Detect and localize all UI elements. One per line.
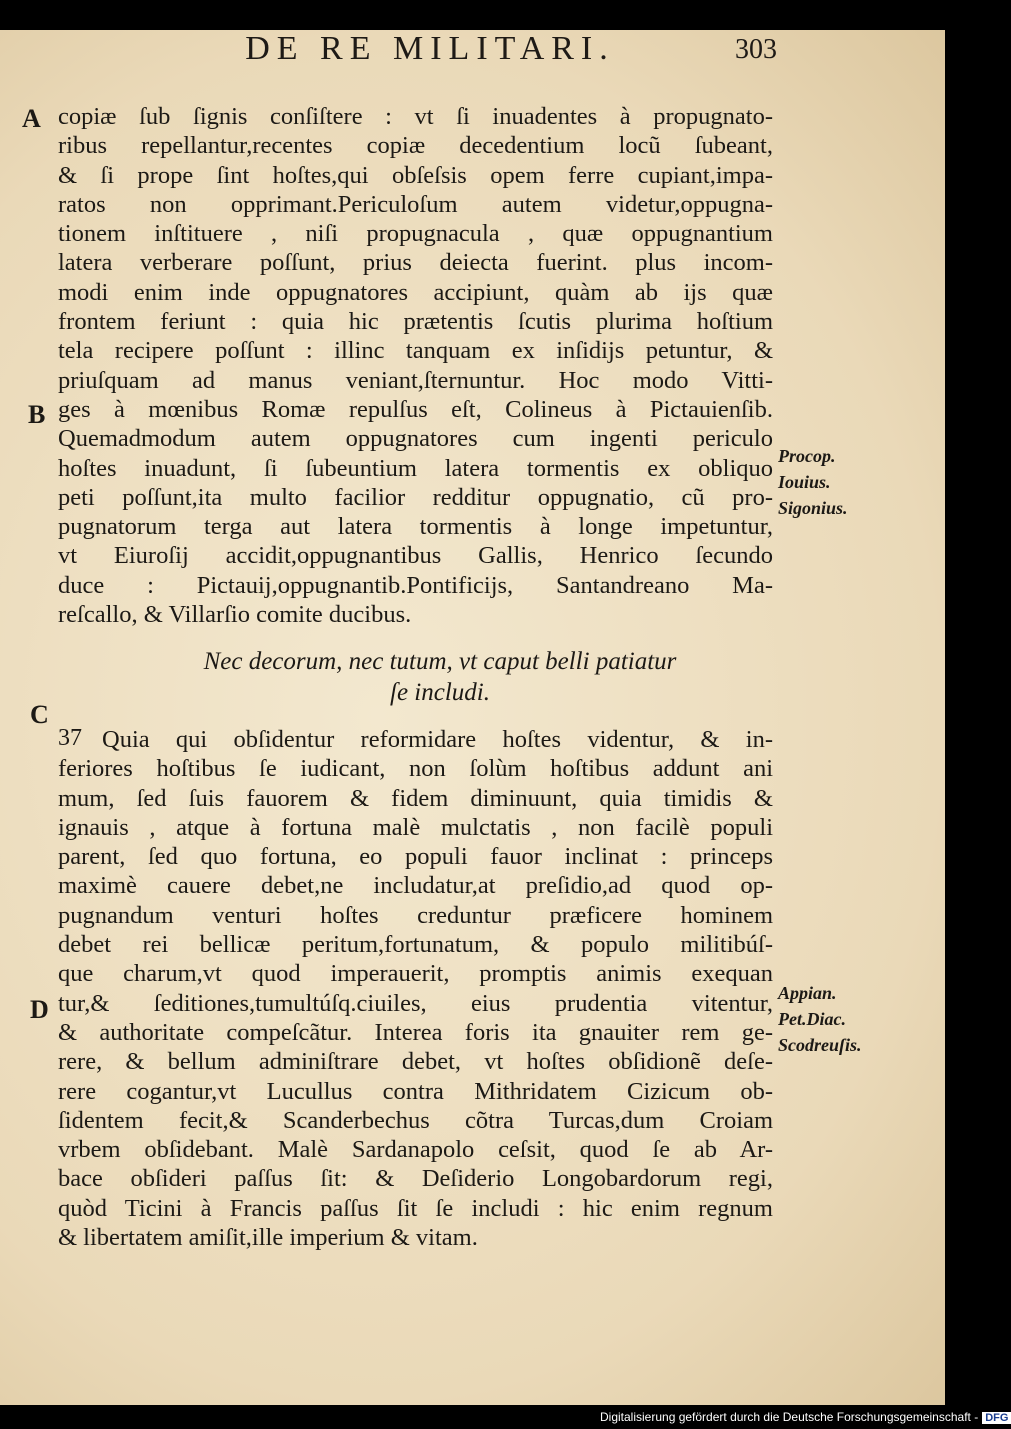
text-line: rere, & bellum adminiſtrare debet, vt hoſtes obſidionẽ deſe- [58,1048,773,1076]
text-line: tela recipere poſſunt : illinc tanquam ex inſidijs petuntur, & [58,337,773,365]
text-line: bace obſideri paſſus ſit: & Deſiderio Longobardorum regi, [58,1165,773,1193]
text-line: Quemadmodum autem oppugnatores cum ingenti periculo [58,425,773,453]
text-line: maximè cauere debet,ne includatur,at preſidio,ad quod op- [58,872,773,900]
text-line: que charum,vt quod imperauerit, promptis animis exequan [58,960,773,988]
text-line: Quia qui obſidentur reformidare hoſtes videntur, & in- [102,726,773,753]
dfg-logo: DFG [982,1412,1011,1424]
text-line: reſcallo, & Villarſio comite ducibus. [58,601,412,629]
margin-note-2 [778,980,862,1058]
text-line: pugnatorum terga aut latera tormentis à longe impetuntur, [58,513,773,541]
text-line: tur,& ſeditiones,tumultúſq.ciuiles, eius prudentia vitentur, [58,989,773,1017]
text-line: ges à mœnibus Romæ repulſus eſt, Colineus à Pictauienſib. [58,395,773,423]
funding-footer [600,1410,1011,1424]
margin-note-line: Procop. [778,446,836,466]
text-line: mum, ſed ſuis fauorem & fidem diminuunt, quia timidis & [58,784,773,812]
text-line: feriores hoſtibus ſe iudicant, non ſolùm hoſtibus addunt ani [58,755,773,783]
margin-note-line: Scodreuſis. [778,1035,862,1055]
margin-note-line: Pet.Diac. [778,1009,846,1029]
text-line: tionem inſtituere , niſi propugnacula , quæ oppugnantium [58,220,773,248]
text-line: ignauis , atque à fortuna malè mulctatis , non facilè populi [58,813,773,841]
margin-note-line: Appian. [778,983,837,1003]
section-heading [130,646,750,708]
text-line: vrbem obſidebant. Malè Sardanapolo ceſsit, quod ſe ab Ar- [58,1136,773,1164]
text-line: parent, ſed quo fortuna, eo populi fauor inclinat : princeps [58,843,773,871]
text-line: & authoritate compeſcãtur. Interea foris ita gnauiter rem ge- [58,1018,773,1046]
text-line: pugnandum venturi hoſtes creduntur præficere hominem [58,901,773,929]
text-line: ſidentem fecit,& Scanderbechus cõtra Turcas,dum Croiam [58,1106,773,1134]
text-line: & ſi prope ſint hoſtes,qui obſeſsis opem ferre cupiant,impa- [58,161,773,189]
section-mark-a: A [22,104,41,133]
funding-text: Digitalisierung gefördert durch die Deutsche Forschungsgemeinschaft - [600,1410,979,1424]
text-block-2 [58,725,773,1252]
text-line: ratos non opprimant.Periculoſum autem videtur,oppugna- [58,190,773,218]
text-line: ribus repellantur,recentes copiæ decedentium locũ ſubeant, [58,132,773,160]
text-line: latera verberare poſſunt, prius deiecta fuerint. plus incom- [58,249,773,277]
heading-line: ſe includi. [390,679,490,706]
text-line: debet rei bellicæ peritum,fortunatum, & populo militibúſ- [58,931,773,959]
heading-line: Nec decorum, nec tutum, vt caput belli patiatur [203,648,677,675]
text-line: duce : Pictauij,oppugnantib.Pontificijs, Santandreano Ma- [58,571,773,599]
text-line: peti poſſunt,ita multo facilior redditur oppugnatio, cũ pro- [58,483,773,511]
running-head: DE RE MILITARI. [245,30,615,67]
text-line: & libertatem amiſit,ille imperium & vitam. [58,1224,478,1252]
section-mark-d: D [30,995,49,1024]
text-line: modi enim inde oppugnatores accipiunt, quàm ab ijs quæ [58,278,773,306]
margin-note-line: Iouius. [778,472,831,492]
text-line: hoſtes inuadunt, ſi ſubeuntium latera tormentis ex obliquo [58,454,773,482]
paragraph-number: 37 [58,725,82,751]
section-mark-c: C [30,700,49,729]
text-line: frontem feriunt : quia hic prætentis ſcutis plurima hoſtium [58,308,773,336]
text-line: priuſquam ad manus veniant,ſternuntur. Hoc modo Vitti- [58,366,773,394]
text-line: quòd Ticini à Francis paſſus ſit ſe includi : hic enim regnum [58,1194,773,1222]
page-number: 303 [735,34,777,65]
text-line: vt Eiuroſij accidit,oppugnantibus Gallis, Henrico ſecundo [58,542,773,570]
text-line: rere cogantur,vt Lucullus contra Mithridatem Cizicum ob- [58,1077,773,1105]
text-block-1 [58,102,773,629]
text-line: copiæ ſub ſignis conſiſtere : vt ſi inuadentes à propugnato- [58,103,773,130]
margin-note-line: Sigonius. [778,498,848,518]
section-mark-b: B [28,400,46,429]
margin-note-1 [778,443,848,521]
